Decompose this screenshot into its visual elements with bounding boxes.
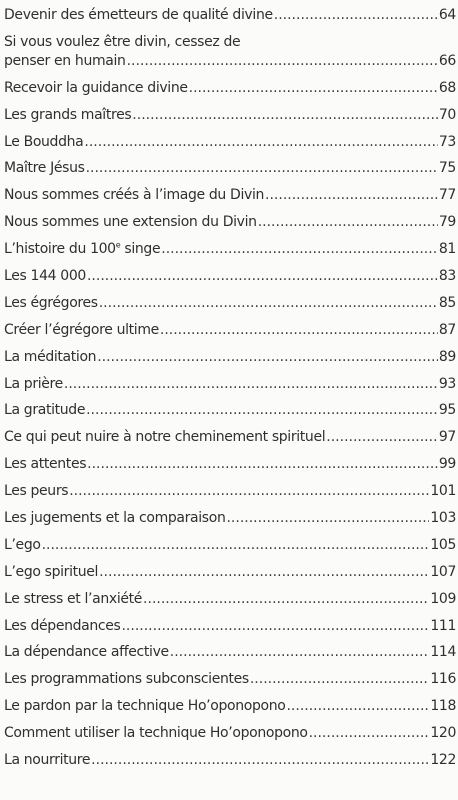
toc-entry-page: 89 <box>438 348 456 365</box>
toc-entry <box>4 6 456 25</box>
toc-entry-title: Les jugements et la comparaison <box>4 510 226 527</box>
toc-entry-title: Les programmations subconscientes <box>4 671 249 688</box>
toc-entry-title: L’histoire du 100e singe <box>4 240 161 258</box>
toc-entry-page: 70 <box>438 106 456 123</box>
toc-entry <box>4 348 456 367</box>
dot-leader <box>99 563 429 582</box>
toc-entry-title: La prière <box>4 375 63 392</box>
toc-entry <box>4 79 456 98</box>
toc-entry-title: penser en humain <box>4 52 126 69</box>
toc-entry <box>4 321 456 340</box>
toc-entry-title: Le Bouddha <box>4 133 84 150</box>
toc-entry-title: Les 144 000 <box>4 268 86 285</box>
dot-leader <box>170 643 430 662</box>
dot-leader <box>274 6 438 25</box>
toc-entry <box>4 482 456 501</box>
dot-leader <box>87 267 438 286</box>
dot-leader <box>226 509 429 528</box>
dot-leader <box>121 617 429 636</box>
dot-leader <box>309 724 430 743</box>
toc-entry-title: Comment utiliser la technique Ho’oponopono <box>4 725 308 742</box>
toc-entry <box>4 428 456 447</box>
toc-entry <box>4 159 456 178</box>
toc-entry-title: Nous sommes une extension du Divin <box>4 214 257 231</box>
toc-entry-page: 75 <box>438 160 456 177</box>
toc-entry-page: 118 <box>430 698 456 715</box>
toc-entry-page: 97 <box>438 429 456 446</box>
toc-entry <box>4 240 456 259</box>
toc-entry-page: 73 <box>438 133 456 150</box>
toc-entry-page: 79 <box>438 214 456 231</box>
dot-leader <box>161 240 438 259</box>
toc-entry <box>4 455 456 474</box>
toc-entry <box>4 294 456 313</box>
toc-entry-title: Les attentes <box>4 456 87 473</box>
toc-entry <box>4 133 456 152</box>
toc-entry <box>4 186 456 205</box>
toc-entry-page: 83 <box>438 268 456 285</box>
toc-entry <box>4 106 456 125</box>
dot-leader <box>160 321 438 340</box>
toc-entry <box>4 267 456 286</box>
toc-entry-title: La gratitude <box>4 402 86 419</box>
toc-entry-page: 66 <box>438 52 456 69</box>
toc-entry-page: 87 <box>438 321 456 338</box>
toc-entry-title-line1: Si vous voulez être divin, cessez de <box>4 33 241 50</box>
toc-entry-title: L’ego <box>4 536 41 553</box>
toc-entry <box>4 375 456 394</box>
dot-leader <box>86 401 438 420</box>
dot-leader <box>87 455 438 474</box>
toc-entry-page: 68 <box>438 79 456 96</box>
toc-entry <box>4 751 456 770</box>
toc-entry-title: Ce qui peut nuire à notre cheminement spirituel <box>4 429 326 446</box>
toc-entry-page: 107 <box>430 563 456 580</box>
dot-leader <box>84 133 437 152</box>
toc-entry-page: 105 <box>430 536 456 553</box>
dot-leader <box>127 52 438 71</box>
dot-leader <box>69 482 429 501</box>
toc-entry-title: Le pardon par la technique Ho’oponopono <box>4 698 286 715</box>
toc-entry-title: Les grands maîtres <box>4 106 132 123</box>
dot-leader <box>99 294 438 313</box>
toc-entry-title: Les peurs <box>4 483 69 500</box>
toc-entry <box>4 643 456 662</box>
toc-entry-title: Les égrégores <box>4 294 98 311</box>
dot-leader <box>64 375 438 394</box>
dot-leader <box>326 428 438 447</box>
toc-entry-title: Maître Jésus <box>4 160 85 177</box>
toc-entry-title: L’ego spirituel <box>4 563 99 580</box>
toc-entry-title: Les dépendances <box>4 617 121 634</box>
toc-entry-title: Créer l’égrégore ultime <box>4 321 159 338</box>
dot-leader <box>132 106 438 125</box>
toc-entry-title: La dépendance affective <box>4 644 169 661</box>
toc-entry-page: 77 <box>438 187 456 204</box>
toc-entry <box>4 590 456 609</box>
toc-entry-page: 64 <box>438 7 456 23</box>
dot-leader <box>258 213 438 232</box>
toc-entry-page: 81 <box>438 241 456 258</box>
toc-entry <box>4 697 456 716</box>
toc-entry <box>4 670 456 689</box>
toc-entry-title: Devenir des émetteurs de qualité divine <box>4 7 273 23</box>
toc-entry <box>4 617 456 636</box>
toc-entry <box>4 213 456 232</box>
toc-entry-page: 109 <box>430 590 456 607</box>
toc-entry <box>4 724 456 743</box>
dot-leader <box>286 697 429 716</box>
toc-entry-page: 122 <box>430 752 456 769</box>
toc-entry-title: La méditation <box>4 348 97 365</box>
toc-entry-page: 99 <box>438 456 456 473</box>
dot-leader <box>189 79 438 98</box>
toc-entry <box>4 509 456 528</box>
toc-entry-page: 120 <box>430 725 456 742</box>
dot-leader <box>250 670 429 689</box>
dot-leader <box>143 590 429 609</box>
toc-entry-page: 85 <box>438 294 456 311</box>
toc-entry-page: 101 <box>430 483 456 500</box>
toc-entry-page: 114 <box>430 644 456 661</box>
toc-entry-title: Recevoir la guidance divine <box>4 79 188 96</box>
toc-entry <box>4 563 456 582</box>
toc-entry-page: 95 <box>438 402 456 419</box>
dot-leader <box>91 751 429 770</box>
toc-entry-title: Le stress et l’anxiété <box>4 590 143 607</box>
toc-entry <box>4 536 456 555</box>
toc-entry-page: 116 <box>430 671 456 688</box>
toc-entry <box>4 33 456 71</box>
toc-entry-title: La nourriture <box>4 752 91 769</box>
dot-leader <box>42 536 430 555</box>
table-of-contents <box>4 6 456 778</box>
dot-leader <box>86 159 438 178</box>
toc-entry-page: 103 <box>430 510 456 527</box>
dot-leader <box>265 186 438 205</box>
toc-entry <box>4 401 456 420</box>
toc-entry-page: 111 <box>430 617 456 634</box>
dot-leader <box>97 348 438 367</box>
toc-entry-page: 93 <box>438 375 456 392</box>
toc-entry-title: Nous sommes créés à l’image du Divin <box>4 187 265 204</box>
